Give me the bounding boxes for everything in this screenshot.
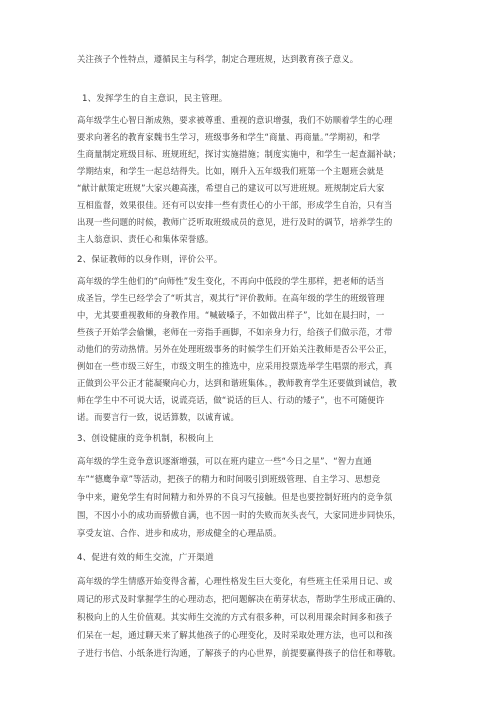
section-heading: 3、创设健康的竞争机制，积极向上 <box>77 434 214 444</box>
paragraph-line: 例如在一些市级三好生，市级文明生的推选中，应采用投票选举学生唱票的形式，真 <box>77 361 393 371</box>
section-heading: 2、保证教师的以身作则，评价公平。 <box>77 255 223 265</box>
paragraph-line: 们呆在一起，通过聊天来了解其他孩子的心理变化，及时采取处理方法，也可以和孩 <box>77 630 393 640</box>
paragraph-line: 诺。而要言行一致，说话算数，以诚育诚。 <box>77 412 239 422</box>
paragraph-line: 中，尤其要重视教师的身教作用。“喊破嗓子，不如做出样子”，比如在晨扫时，一 <box>77 310 385 320</box>
section-heading: 1、发挥学生的自主意识，民主管理。 <box>82 94 228 104</box>
paragraph-line: 正做到公平公正才能凝聚向心力，达到和谐班集体。，教师教育学生还要做到诚信，教 <box>77 378 397 388</box>
paragraph-line: 些孩子开始学会偷懒，老师在一旁指手画脚，不如亲身力行，给孩子们做示范，才带 <box>77 327 393 337</box>
paragraph-line: 学期结束，和学生一起总结得失。比如，刚升入五年级我们班第一个主题班会就是 <box>77 166 384 176</box>
paragraph-line: 主人翁意识、责任心和集体荣誉感。 <box>77 234 214 244</box>
paragraph-line: 子进行书信、小纸条进行沟通，了解孩子的内心世界，前提要赢得孩子的信任和尊敬。 <box>77 648 401 658</box>
paragraph-line: 要求向著名的教育家魏书生学习，班级事务和学生“商量、再商量。”学期初，和学 <box>77 132 381 142</box>
paragraph-line: 成圣旨，学生已经学会了“听其言，观其行”评价教师。在高年级的学生的班级管理 <box>77 293 385 303</box>
section-heading: 4、促进有效的师生交流，广开渠道 <box>77 553 214 563</box>
intro-line: 关注孩子个性特点，遵循民主与科学，制定合理班规，达到教育孩子意义。 <box>77 54 359 64</box>
paragraph-line: 高年级的学生情感开始变得含蓄，心理性格发生巨大变化，有些班主任采用日记、或 <box>77 576 393 586</box>
paragraph-line: 高年级学生心智日渐成熟，要求被尊重、重视的意识增强，我们不妨顺着学生的心理 <box>77 115 393 125</box>
paragraph-line: 积极向上的人生价值观。其实师生交流的方式有很多种，可以利用课余时间多和孩子 <box>77 612 393 622</box>
paragraph-line: 互相监督，效果很佳。还有可以安排一些有责任心的小干部，形成学生自治，只有当 <box>77 200 393 210</box>
paragraph-line: 享受友谊、合作、进步和成功，形成健全的心理品质。 <box>77 528 282 538</box>
paragraph-line: 车”“德鹰争章”等活动，把孩子的精力和时间吸引到班级管理、自主学习、思想竞 <box>77 474 381 484</box>
paragraph-line: 生商量制定班级目标、班规班纪，探讨实施措施；制度实施中，和学生一起查漏补缺； <box>77 149 401 159</box>
paragraph-line: 出现一些问题的时候，教师广泛听取班级成员的意见，进行及时的调节，培养学生的 <box>77 217 393 227</box>
paragraph-line: 周记的形式及时掌握学生的心理动态，把问题解决在萌芽状态，帮助学生形成正确的、 <box>77 594 401 604</box>
paragraph-line: 争中来，避免学生有时间精力和外界的不良习气接触。但是也要控制好班内的竞争氛 <box>77 492 393 502</box>
paragraph-line: 高年级的学生他们的“向师性”发生变化，不再向中低段的学生那样，把老师的话当 <box>77 276 385 286</box>
paragraph-line: 师在学生中不可说大话，说谎亮话，做“说话的巨人、行动的矮子”，也不可随便许 <box>77 395 385 405</box>
paragraph-line: 高年级的学生竞争意识逐渐增强，可以在班内建立一些“今日之星”、“智力直通 <box>77 456 372 466</box>
paragraph-line: “献计献策定班规”大家兴趣高涨，希望自己的建议可以写进班规。班规制定后大家 <box>77 183 385 193</box>
paragraph-line: 围，不因小小的成功而骄傲自满，也不因一时的失败而灰头丧气，大家同进步同快乐， <box>77 510 401 520</box>
paragraph-line: 动他们的劳动热情。另外在处理班级事务的时候学生们开始关注教师是否公平公正， <box>77 344 393 354</box>
